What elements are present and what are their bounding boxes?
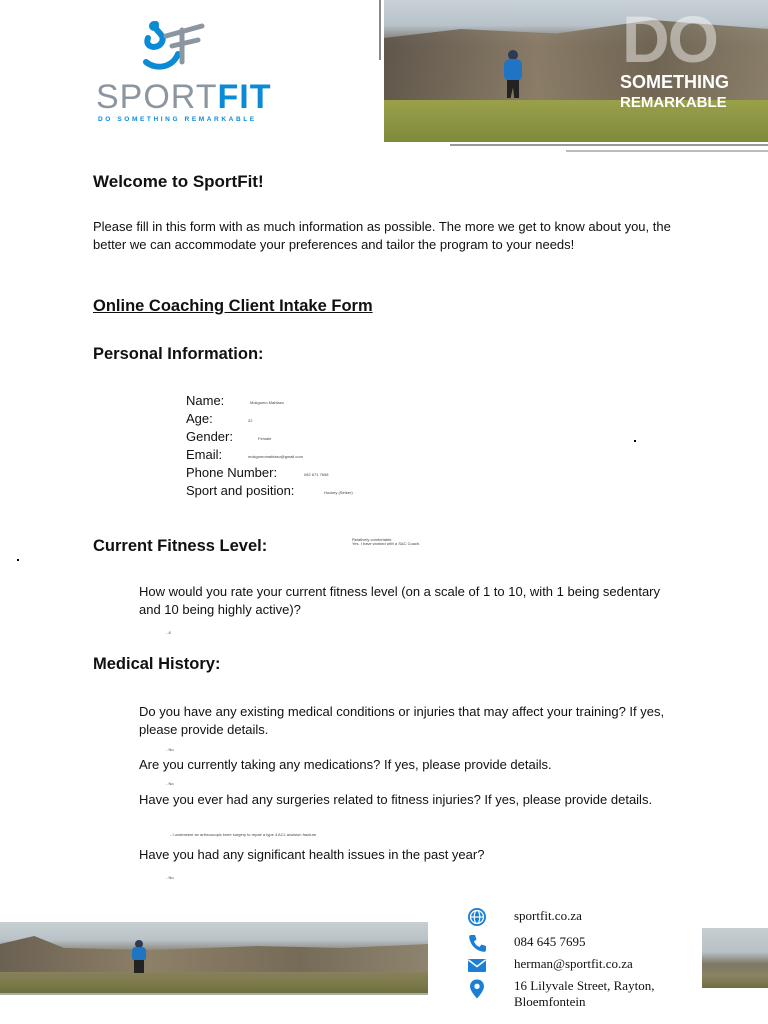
decorative-line	[450, 144, 768, 146]
footer-photo-left	[0, 922, 428, 994]
medical-answer-1[interactable]: - No	[166, 747, 174, 752]
field-value[interactable]: 22	[248, 418, 253, 423]
mail-icon	[466, 954, 488, 976]
address-line2: Bloemfontein	[514, 994, 586, 1009]
field-email	[186, 446, 406, 464]
phone-text[interactable]: 084 645 7695	[514, 934, 586, 949]
field-phone	[186, 464, 406, 482]
medical-answer-2[interactable]: - No	[166, 781, 174, 786]
welcome-heading: Welcome to SportFit!	[93, 172, 264, 191]
decorative-line	[0, 993, 428, 995]
sportfit-logo	[92, 14, 272, 134]
fitness-answer[interactable]: - 8	[166, 630, 171, 635]
decorative-line	[379, 0, 381, 60]
field-label: Age:	[186, 411, 213, 426]
hero-something-text: SOMETHING	[620, 72, 730, 92]
field-sport-position	[186, 482, 406, 500]
address-line1: 16 Lilyvale Street, Rayton,	[514, 978, 655, 993]
medical-question-1: Do you have any existing medical conditions or injuries that may affect your training? If yes, please provide details.	[139, 704, 665, 737]
field-label: Email:	[186, 447, 223, 462]
hero-remarkable-text: REMARKABLE	[620, 94, 727, 111]
medical-question-4: Have you had any significant health issues in the past year?	[139, 847, 485, 862]
stray-dot	[17, 559, 19, 561]
sportfit-emblem-icon	[142, 18, 212, 76]
field-label: Sport and position:	[186, 483, 295, 498]
hero-runner	[502, 50, 524, 100]
personal-info-fields	[186, 392, 406, 500]
medical-answer-3[interactable]: - I underwent an arthroscopic knee surgery to repair a type 4 ACL avulsion fracture	[170, 832, 317, 837]
hero-do-text: DO	[622, 2, 717, 76]
field-label: Name:	[186, 393, 225, 408]
medical-answer-4[interactable]: - No	[166, 875, 174, 880]
form-title: Online Coaching Client Intake Form	[93, 297, 373, 315]
contact-phone[interactable]	[466, 932, 706, 954]
field-value[interactable]: Mokgomo Mahlaso	[250, 400, 284, 405]
contact-address	[466, 978, 706, 1012]
phone-icon	[466, 932, 488, 954]
intro-paragraph: Please fill in this form with as much information as possible. The more we get to know about you, the better we can accommodate your preferences and tailor the program to your needs!	[93, 219, 671, 252]
field-value[interactable]: Hockey (Striker)	[324, 490, 353, 495]
brand-name-sport: SPORT	[96, 78, 218, 116]
globe-icon	[466, 906, 488, 928]
brand-name-fit: FIT	[217, 78, 272, 116]
fitness-question: How would you rate your current fitness level (on a scale of 1 to 10, with 1 being sedentary and 10 being highly active)?	[139, 584, 661, 617]
location-pin-icon	[466, 978, 488, 1000]
medical-heading: Medical History:	[93, 655, 221, 673]
email-text[interactable]: herman@sportfit.co.za	[514, 956, 633, 971]
field-label: Gender:	[186, 429, 233, 444]
brand-name	[96, 80, 272, 114]
field-value[interactable]: mokgomomahlaso@gmail.com	[248, 454, 303, 459]
field-age	[186, 410, 406, 428]
fitness-note-line1: Relatively comfortable.	[352, 537, 393, 542]
personal-info-heading: Personal Information:	[93, 345, 264, 363]
fitness-note-line2: Yes. I have worked with a S&C Coach.	[352, 541, 421, 546]
contact-email[interactable]	[466, 954, 706, 976]
field-value[interactable]: 082 671 7658	[304, 472, 329, 477]
field-name	[186, 392, 406, 410]
medical-question-2: Are you currently taking any medications? If yes, please provide details.	[139, 757, 552, 772]
hero-photo	[384, 0, 768, 142]
contact-website[interactable]	[466, 906, 706, 928]
website-text[interactable]: sportfit.co.za	[514, 908, 582, 923]
field-label: Phone Number:	[186, 465, 278, 480]
stray-dot	[634, 440, 636, 442]
brand-tagline: DO SOMETHING REMARKABLE	[98, 116, 257, 123]
fitness-heading: Current Fitness Level:	[93, 537, 268, 555]
decorative-line	[566, 150, 768, 152]
field-gender	[186, 428, 406, 446]
field-value[interactable]: Female	[258, 436, 272, 441]
medical-question-3: Have you ever had any surgeries related to fitness injuries? If yes, please provide details.	[139, 792, 653, 807]
footer-photo-right	[702, 928, 768, 988]
